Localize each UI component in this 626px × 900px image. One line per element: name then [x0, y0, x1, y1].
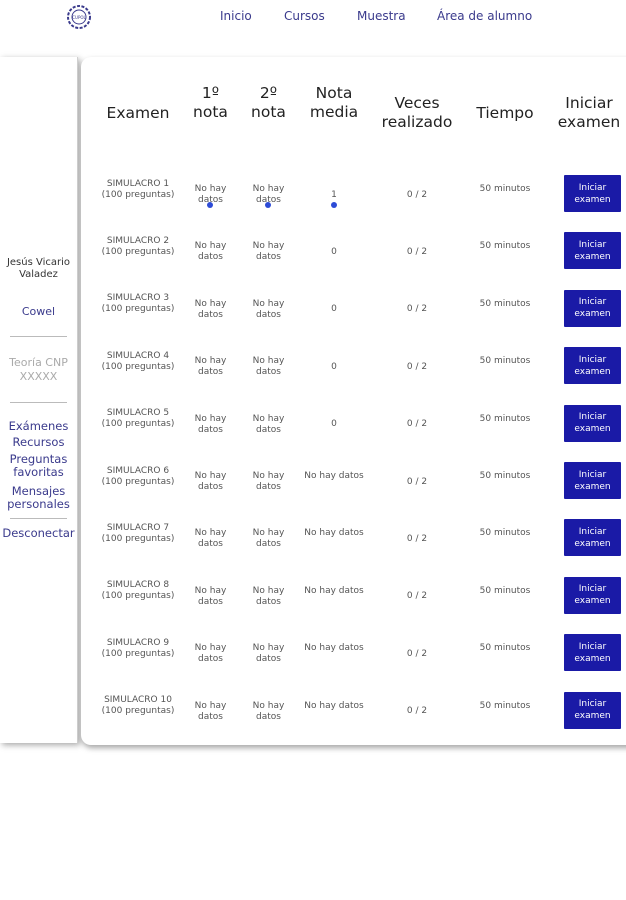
nav-link-muestra[interactable]: Muestra — [357, 9, 406, 23]
course-name: Teoría CNP XXXXX — [9, 356, 68, 383]
nota-1-cell: No hay datos — [194, 643, 227, 665]
exam-name-cell: SIMULACRO 3 (100 preguntas) — [101, 293, 175, 315]
veces-realizado-cell: 0 / 2 — [406, 304, 428, 315]
nota-2-cell: No hay datos — [252, 356, 285, 378]
nota-1-cell: No hay datos — [194, 413, 227, 435]
tiempo-cell: 50 minutos — [479, 184, 531, 194]
user-name: Jesús Vicario Valadez — [6, 257, 71, 280]
veces-realizado-cell: 0 / 2 — [406, 419, 428, 430]
nota-2-cell: No hay datos — [252, 413, 285, 435]
veces-realizado-cell: 0 / 2 — [406, 591, 428, 602]
table-row — [81, 684, 626, 741]
start-exam-button[interactable]: Iniciar examen — [564, 347, 621, 384]
exam-name-cell: SIMULACRO 7 (100 preguntas) — [101, 522, 175, 544]
start-exam-button[interactable]: Iniciar examen — [564, 519, 621, 556]
exam-name-cell: SIMULACRO 4 (100 preguntas) — [101, 350, 175, 372]
start-exam-button[interactable]: Iniciar examen — [564, 692, 621, 729]
start-exam-button[interactable]: Iniciar examen — [564, 290, 621, 327]
veces-realizado-cell: 0 / 2 — [406, 648, 428, 659]
top-navigation — [0, 9, 626, 29]
nota-2-cell: No hay datos — [252, 471, 285, 492]
exam-name-cell: SIMULACRO 1 (100 preguntas) — [101, 178, 175, 200]
nota-1-cell: No hay datos — [194, 585, 227, 607]
header-tiempo: Tiempo — [476, 104, 534, 122]
nota-1-cell: No hay datos — [194, 184, 227, 205]
logout-link[interactable]: Desconectar — [2, 526, 75, 540]
tiempo-cell: 50 minutos — [479, 700, 531, 711]
tiempo-cell: 50 minutos — [479, 471, 531, 481]
nota-2-cell: No hay datos — [252, 700, 285, 722]
header-nota-1: 1º nota — [193, 84, 228, 121]
start-exam-button[interactable]: Iniciar examen — [564, 634, 621, 671]
nota-1-cell: No hay datos — [194, 298, 227, 320]
nota-media-cell: 0 — [331, 419, 337, 430]
start-exam-button[interactable]: Iniciar examen — [564, 232, 621, 269]
header-veces-realizado: Veces realizado — [381, 94, 453, 131]
sidebar-divider — [10, 518, 67, 519]
nota-2-cell: No hay datos — [252, 184, 285, 205]
start-exam-button[interactable]: Iniciar examen — [564, 175, 621, 212]
veces-realizado-cell: 0 / 2 — [406, 189, 428, 200]
start-exam-button[interactable]: Iniciar examen — [564, 405, 621, 442]
sidebar — [0, 57, 78, 743]
header-examen: Examen — [106, 104, 170, 122]
nota-1-cell: No hay datos — [194, 471, 227, 492]
veces-realizado-cell: 0 / 2 — [406, 361, 428, 372]
svg-text:CUPOL: CUPOL — [72, 15, 86, 20]
nota-media-cell: No hay datos — [304, 585, 364, 596]
nota-media-cell: 0 — [331, 304, 337, 315]
tiempo-cell: 50 minutos — [479, 356, 531, 367]
header-iniciar-examen: Iniciar examen — [557, 94, 621, 131]
nota-media-cell: No hay datos — [304, 471, 364, 481]
exam-name-cell: SIMULACRO 5 (100 preguntas) — [101, 408, 175, 430]
table-row — [81, 454, 626, 511]
header-nota-media: Nota media — [309, 84, 359, 121]
tiempo-cell: 50 minutos — [479, 585, 531, 596]
nota-2-cell: No hay datos — [252, 528, 285, 550]
nota-1-cell: No hay datos — [194, 356, 227, 378]
tiempo-cell: 50 minutos — [479, 298, 531, 309]
table-row — [81, 626, 626, 683]
veces-realizado-cell: 0 / 2 — [406, 706, 428, 717]
exams-table-card — [81, 57, 626, 745]
nota-2-cell: No hay datos — [252, 298, 285, 320]
start-exam-button[interactable]: Iniciar examen — [564, 577, 621, 614]
nota-media-cell: 0 — [331, 246, 337, 257]
table-row — [81, 339, 626, 396]
nota-media-cell: No hay datos — [304, 528, 364, 539]
header-nota-2: 2º nota — [251, 84, 286, 121]
nota-media-cell: 0 — [331, 361, 337, 372]
sidebar-item-preguntas-favoritas[interactable]: Preguntas favoritas — [9, 452, 68, 479]
nota-media-cell: 1 — [331, 189, 337, 200]
nota-1-cell: No hay datos — [194, 241, 227, 263]
sidebar-divider — [10, 336, 67, 337]
exam-name-cell: SIMULACRO 10 (100 preguntas) — [101, 695, 175, 717]
tiempo-cell: 50 minutos — [479, 528, 531, 539]
tiempo-cell: 50 minutos — [479, 241, 531, 252]
table-row — [81, 167, 626, 224]
exam-name-cell: SIMULACRO 8 (100 preguntas) — [101, 580, 175, 602]
nota-2-cell: No hay datos — [252, 585, 285, 607]
nota-2-cell: No hay datos — [252, 241, 285, 263]
nota-1-cell: No hay datos — [194, 700, 227, 722]
nota-2-cell: No hay datos — [252, 643, 285, 665]
sidebar-divider — [10, 402, 67, 403]
table-row — [81, 282, 626, 339]
sidebar-item-examenes[interactable]: Exámenes — [8, 419, 69, 433]
company-link[interactable]: Cowel — [21, 305, 56, 318]
nota-1-cell: No hay datos — [194, 528, 227, 550]
start-exam-button[interactable]: Iniciar examen — [564, 462, 621, 499]
table-row — [81, 397, 626, 454]
veces-realizado-cell: 0 / 2 — [406, 533, 428, 544]
sidebar-item-mensajes-personales[interactable]: Mensajes personales — [7, 484, 70, 511]
nav-link-area-alumno[interactable]: Área de alumno — [437, 9, 533, 23]
nav-link-cursos[interactable]: Cursos — [284, 9, 325, 23]
exam-name-cell: SIMULACRO 6 (100 preguntas) — [101, 465, 175, 487]
exam-name-cell: SIMULACRO 9 (100 preguntas) — [101, 637, 175, 659]
exam-name-cell: SIMULACRO 2 (100 preguntas) — [101, 235, 175, 257]
sidebar-item-recursos[interactable]: Recursos — [12, 435, 65, 449]
nota-media-cell: No hay datos — [304, 700, 364, 711]
table-row — [81, 511, 626, 568]
table-row — [81, 569, 626, 626]
veces-realizado-cell: 0 / 2 — [406, 476, 428, 487]
veces-realizado-cell: 0 / 2 — [406, 246, 428, 257]
tiempo-cell: 50 minutos — [479, 643, 531, 654]
tiempo-cell: 50 minutos — [479, 413, 531, 424]
nav-link-inicio[interactable]: Inicio — [220, 9, 252, 23]
table-row — [81, 224, 626, 281]
nota-media-cell: No hay datos — [304, 643, 364, 654]
